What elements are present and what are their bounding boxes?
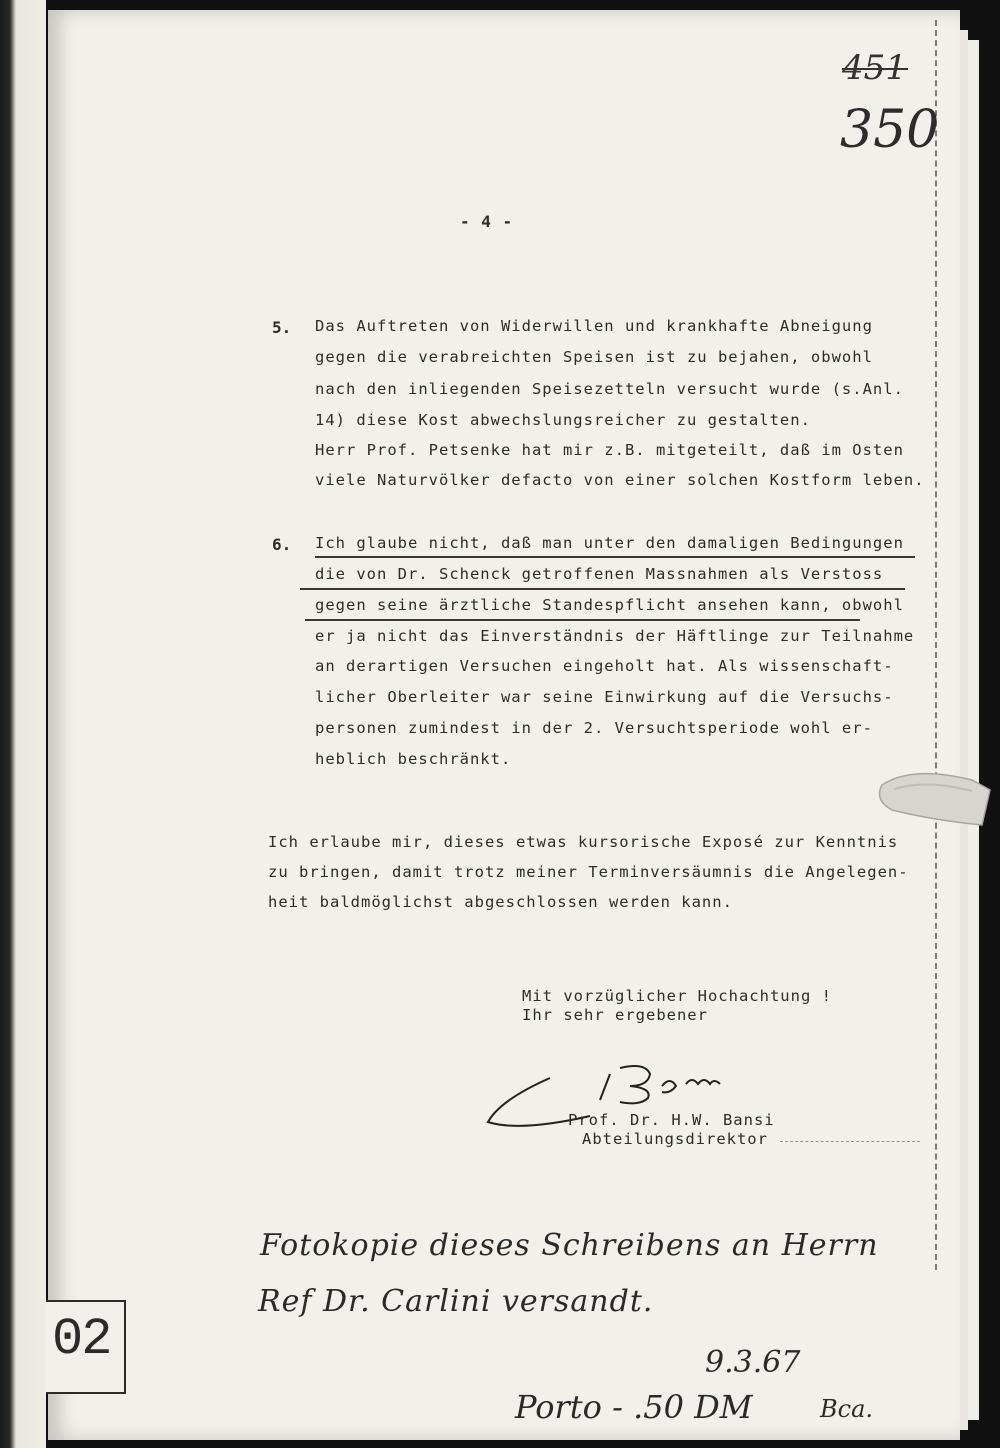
item6-line1: Ich glaube nicht, daß man unter den damaligen Bedingungen (315, 534, 904, 552)
perforation-line (935, 20, 937, 1270)
item6-underline2 (300, 588, 905, 590)
handwritten-postage: Porto - .50 DM (515, 1388, 753, 1426)
signer-name: Prof. Dr. H.W. Bansi (568, 1111, 775, 1129)
item6-line3: gegen seine ärztliche Standespflicht ansehen kann, obwohl (315, 596, 904, 614)
item6-line8: heblich beschränkt. (315, 750, 512, 768)
archive-stamp-number: 02 (52, 1310, 111, 1369)
archive-page-number: 350 (840, 100, 940, 160)
closing-line1: Ich erlaube mir, dieses etwas kursorische Exposé zur Kenntnis (268, 833, 899, 851)
item6-underline3 (305, 619, 860, 621)
item6-line5: an derartigen Versuchen eingeholt hat. Als wissenschaft- (315, 657, 894, 675)
handwritten-note-line1: Fotokopie dieses Schreibens an Herrn (260, 1228, 879, 1263)
item5-line1: Das Auftreten von Widerwillen und krankhafte Abneigung (315, 317, 873, 335)
item6-line2: die von Dr. Schenck getroffenen Massnahmen als Verstoss (315, 565, 884, 583)
signer-title: Abteilungsdirektor (582, 1130, 768, 1148)
handwritten-initials: Bca. (820, 1395, 874, 1423)
salutation-line2: Ihr sehr ergebener (522, 1006, 708, 1024)
item-number-6: 6. (272, 535, 292, 554)
closing-line3: heit baldmöglichst abgeschlossen werden kann. (268, 893, 733, 911)
item5-line3: nach den inliegenden Speisezetteln versucht wurde (s.Anl. (315, 380, 904, 398)
dash-horizontal (780, 1141, 920, 1142)
item5-line2: gegen die verabreichten Speisen ist zu bejahen, obwohl (315, 348, 873, 366)
item5-line5: Herr Prof. Petsenke hat mir z.B. mitgeteilt, daß im Osten (315, 441, 904, 459)
handwritten-date: 9.3.67 (705, 1345, 801, 1380)
old-archive-number: 451 (842, 48, 907, 88)
closing-line2: zu bringen, damit trotz meiner Terminversäumnis die Angelegen- (268, 863, 909, 881)
item6-underline1 (315, 556, 915, 558)
item6-line6: licher Oberleiter war seine Einwirkung auf die Versuchs- (315, 688, 894, 706)
item6-line4: er ja nicht das Einverständnis der Häftlinge zur Teilnahme (315, 627, 915, 645)
item6-line7: personen zumindest in der 2. Versuchtsperiode wohl er- (315, 719, 873, 737)
page-marker: - 4 - (460, 212, 514, 231)
left-page-edge (0, 0, 46, 1448)
item5-line6: viele Naturvölker defacto von einer solchen Kostform leben. (315, 471, 925, 489)
paper-clip (872, 765, 992, 835)
old-number-strike (842, 68, 908, 70)
salutation-line1: Mit vorzüglicher Hochachtung ! (522, 987, 832, 1005)
handwritten-note-line2: Ref Dr. Carlini versandt. (258, 1284, 654, 1319)
item5-line4: 14) diese Kost abwechslungsreicher zu gestalten. (315, 411, 811, 429)
item-number-5: 5. (272, 318, 292, 337)
